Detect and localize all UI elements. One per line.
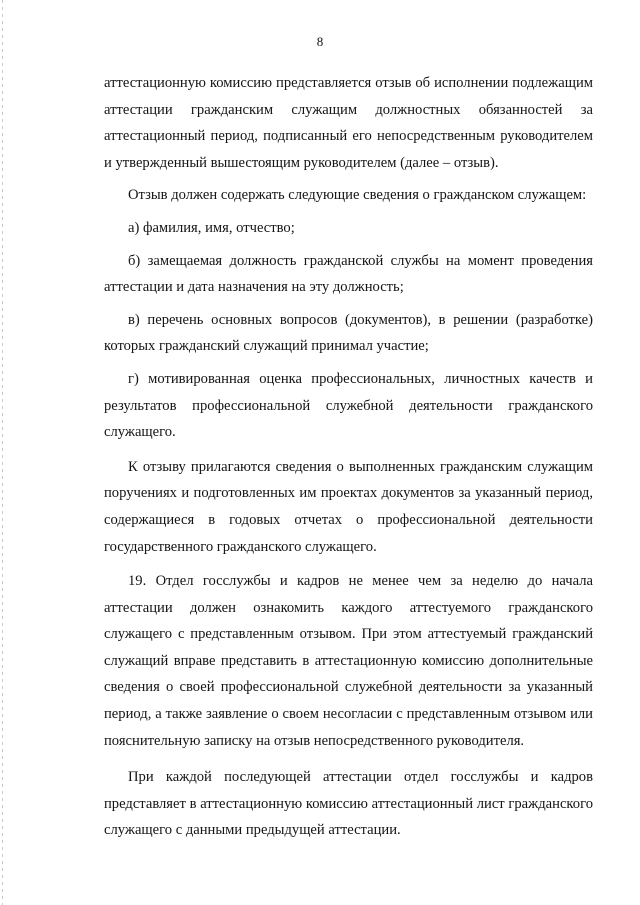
paragraph-subsequent-attestation: При каждой последующей аттестации отдел госслужбы и кадров представляет в аттестационную комиссию аттестационный лист гражданского служащего с данными предыдущей аттестации. bbox=[104, 769, 593, 839]
list-item-a: а) фамилия, имя, отчество; bbox=[128, 219, 295, 236]
page-number: 8 bbox=[316, 34, 324, 49]
list-item-g: г) мотивированная оценка профессиональных, личностных качеств и результатов профессиональной служебной деятельности гражданского служащего. bbox=[104, 370, 593, 441]
paragraph-review-submission: аттестационную комиссию представляется отзыв об исполнении подлежащим аттестации гражданским служащим должностных обязанностей за аттестационный период, подписанный его непосредственным руководителем и утвержденный вышестоящим руководителем (далее – отзыв). bbox=[104, 75, 593, 171]
paragraph-attachments: К отзыву прилагаются сведения о выполненных гражданским служащим поручениях и подготовленных им проектах документов за указанный период, содержащиеся в годовых отчетах о профессиональной деятельности государственного гражданского служащего. bbox=[104, 458, 593, 555]
paragraph-section-19: 19. Отдел госслужбы и кадров не менее чем за неделю до начала аттестации должен ознакомить каждого аттестуемого гражданского служащего с представленным отзывом. При этом аттестуемый гражданский служащий вправе представить в аттестационную комиссию дополнительные сведения о своей профессиональной служебной деятельности за указанный период, а также заявление о своем несогласии с представленным отзывом или пояснительную записку на отзыв непосредственного руководителя. bbox=[104, 573, 593, 749]
list-item-v: в) перечень основных вопросов (документов), в решении (разработке) которых гражданский служащий принимал участие; bbox=[104, 311, 593, 355]
paragraph-review-contents-intro: Отзыв должен содержать следующие сведения о гражданском служащем: bbox=[128, 187, 587, 204]
list-item-b: б) замещаемая должность гражданской службы на момент проведения аттестации и дата назначения на эту должность; bbox=[104, 252, 593, 296]
document-body bbox=[104, 70, 593, 844]
scan-edge-line bbox=[2, 0, 3, 905]
